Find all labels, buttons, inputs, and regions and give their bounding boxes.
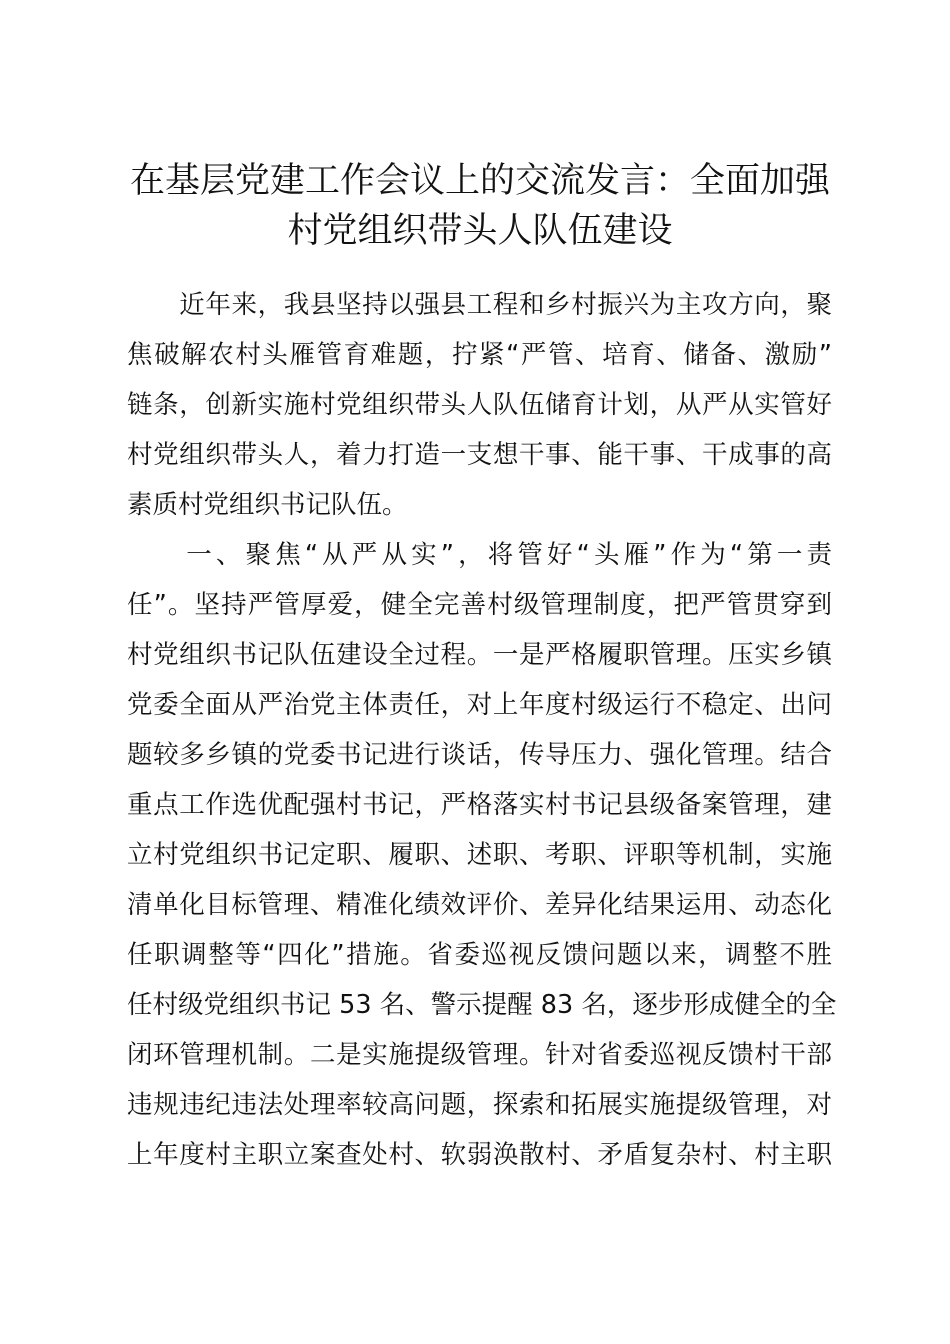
paragraph-line: 党委全面从严治党主体责任，对上年度村级运行不稳定、出问 — [127, 690, 832, 720]
paragraph-line: 任职调整等“四化”措施。省委巡视反馈问题以来，调整不胜 — [127, 940, 832, 970]
paragraph-line: 一、聚焦“从严从实”，将管好“头雁”作为“第一责 — [127, 540, 832, 570]
paragraph-line: 立村党组织书记定职、履职、述职、考职、评职等机制，实施 — [127, 840, 832, 870]
paragraph-line: 上年度村主职立案查处村、软弱涣散村、矛盾复杂村、村主职 — [127, 1140, 832, 1170]
paragraph-line: 焦破解农村头雁管育难题，拧紧“严管、培育、储备、激励” — [127, 340, 832, 370]
paragraph-line: 重点工作选优配强村书记，严格落实村书记县级备案管理，建 — [127, 790, 832, 820]
paragraph-intro — [127, 280, 832, 530]
paragraph-line: 近年来，我县坚持以强县工程和乡村振兴为主攻方向，聚 — [127, 290, 832, 320]
paragraph-line: 村党组织带头人，着力打造一支想干事、能干事、干成事的高 — [127, 440, 832, 470]
paragraph-line: 村党组织书记队伍建设全过程。一是严格履职管理。压实乡镇 — [127, 640, 832, 670]
paragraph-line: 任村级党组织书记 53 名、警示提醒 83 名，逐步形成健全的全 — [127, 990, 837, 1020]
paragraph-section-one — [127, 530, 837, 1180]
title-line-1: 在基层党建工作会议上的交流发言：全面加强 — [129, 161, 830, 201]
paragraph-line: 清单化目标管理、精准化绩效评价、差异化结果运用、动态化 — [127, 890, 832, 920]
paragraph-line: 素质村党组织书记队伍。 — [127, 490, 408, 520]
paragraph-line: 任”。坚持严管厚爱，健全完善村级管理制度，把严管贯穿到 — [127, 590, 832, 620]
paragraph-line: 闭环管理机制。二是实施提级管理。针对省委巡视反馈村干部 — [127, 1040, 832, 1070]
title-line-2: 村党组织带头人队伍建设 — [287, 211, 673, 251]
document-title — [110, 156, 850, 256]
paragraph-line: 链条，创新实施村党组织带头人队伍储育计划，从严从实管好 — [127, 390, 832, 420]
paragraph-line: 违规违纪违法处理率较高问题，探索和拓展实施提级管理，对 — [127, 1090, 832, 1120]
paragraph-line: 题较多乡镇的党委书记进行谈话，传导压力、强化管理。结合 — [127, 740, 832, 770]
